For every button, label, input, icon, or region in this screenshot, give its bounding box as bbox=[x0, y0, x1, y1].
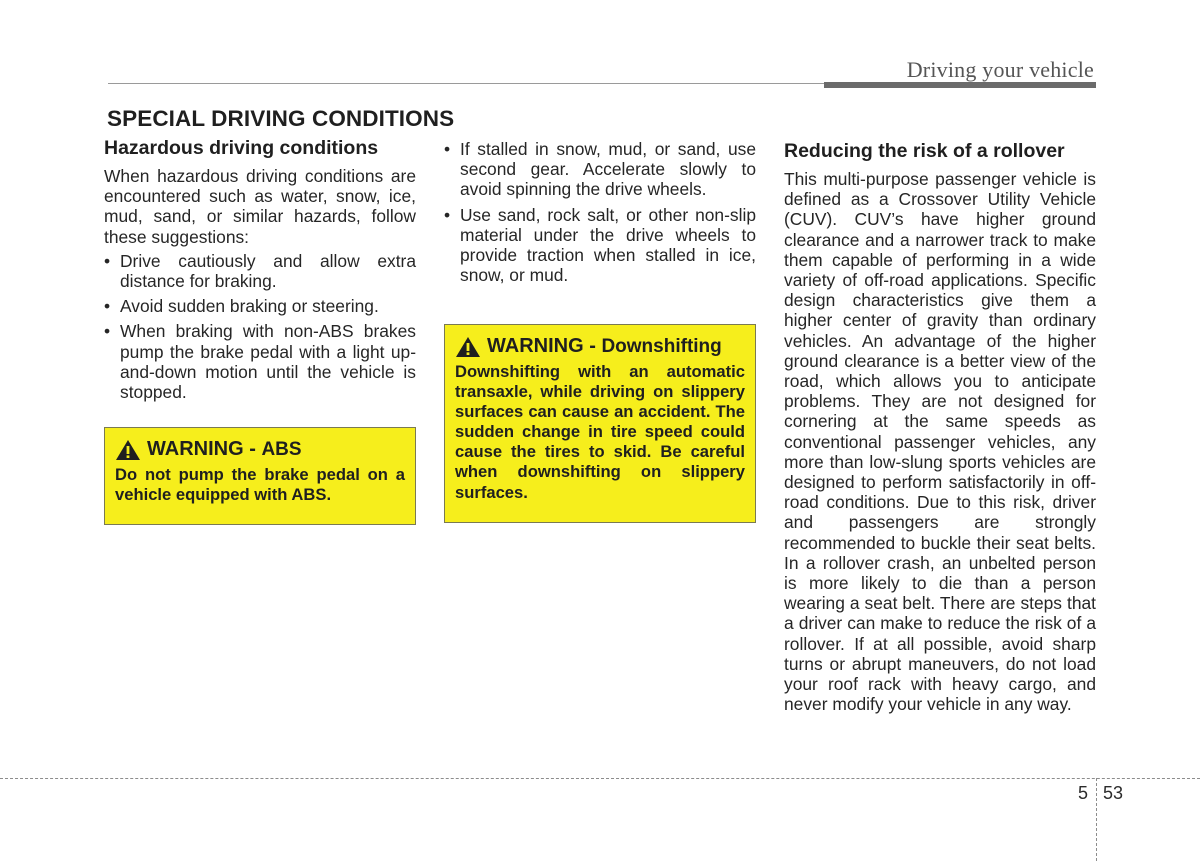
warning-header bbox=[115, 438, 405, 461]
list-item: • When braking with non-ABS brakes pump the brake pedal with a light up-and-down motion until the vehicle is stopped. bbox=[104, 321, 416, 403]
section-title: SPECIAL DRIVING CONDITIONS bbox=[107, 106, 455, 131]
warning-header bbox=[455, 335, 745, 358]
header-rule bbox=[108, 83, 824, 84]
warning-separator: - bbox=[243, 438, 262, 460]
header-rule-accent bbox=[824, 82, 1096, 88]
warning-topic: ABS bbox=[261, 438, 302, 460]
chapter-title: Driving your vehicle bbox=[906, 57, 1094, 82]
warning-triangle-icon bbox=[455, 336, 481, 358]
column-right bbox=[784, 139, 1096, 718]
bullet-icon: • bbox=[444, 139, 451, 159]
warning-topic: Downshifting bbox=[601, 335, 722, 357]
column-left bbox=[104, 136, 416, 407]
chapter-number: 5 bbox=[1078, 783, 1089, 803]
warning-triangle-icon bbox=[115, 439, 141, 461]
hazardous-heading: Hazardous driving conditions bbox=[104, 137, 379, 159]
rollover-heading: Reducing the risk of a rollover bbox=[784, 140, 1065, 162]
warning-label: WARNING bbox=[487, 335, 584, 357]
hazardous-bullet-list bbox=[104, 251, 416, 402]
column-middle bbox=[444, 139, 756, 290]
bullet-icon: • bbox=[104, 296, 111, 317]
list-item: • If stalled in snow, mud, or sand, use second gear. Accelerate slowly to avoid spinning the drive wheels. bbox=[444, 139, 756, 200]
page-number: 53 bbox=[1103, 783, 1124, 803]
warning-box-abs bbox=[104, 427, 416, 525]
warning-body: Downshifting with an automatic transaxle, while driving on slippery surfaces can cause an accident. The sudden change in tire speed could cause the tires to skid. Be careful when downshifting on slippery surfaces. bbox=[455, 362, 745, 502]
bullet-icon: • bbox=[104, 321, 111, 342]
list-item: • Use sand, rock salt, or other non-slip material under the drive wheels to provide traction when stalled in ice, snow, or mud. bbox=[444, 204, 756, 286]
column2-bullet-list bbox=[444, 139, 756, 285]
footer-divider bbox=[0, 778, 1200, 779]
bullet-icon: • bbox=[104, 250, 111, 271]
footer-page-divider bbox=[1096, 778, 1097, 861]
list-item: • Avoid sudden braking or steering. bbox=[104, 296, 379, 317]
rollover-body: This multi-purpose passenger vehicle is defined as a Crossover Utility Vehicle (CUV). CUV’s have higher ground clearance and a narrower track to make them capable of performing in a wide variety of off-road applications. Specific design characteristics give them a higher center of gravity than ordinary vehicles. An advantage of the higher ground clearance is a better view of the road, which allows you to anticipate problems. They are not designed for cornering at the same speeds as conventional passenger vehicles, any more than low-slung sports vehicles are designed to perform satisfactorily in off-road conditions. Due to this risk, driver and passengers are strongly recommended to buckle their seat belts. In a rollover crash, an unbelted person is more likely to die than a person wearing a seat belt. There are steps that a driver can make to reduce the risk of a rollover. If at all possible, avoid sharp turns or abrupt maneuvers, do not load your roof rack with heavy cargo, and never modify your vehicle in any way. bbox=[784, 169, 1096, 715]
hazardous-intro: When hazardous driving conditions are encountered such as water, snow, ice, mud, sand, or similar hazards, follow these suggestions: bbox=[104, 166, 416, 247]
warning-body: Do not pump the brake pedal on a vehicle equipped with ABS. bbox=[115, 465, 405, 505]
warning-separator: - bbox=[583, 335, 602, 357]
bullet-icon: • bbox=[444, 204, 451, 225]
warning-box-downshifting bbox=[444, 324, 756, 523]
list-item: • Drive cautiously and allow extra distance for braking. bbox=[104, 250, 416, 292]
warning-label: WARNING bbox=[147, 438, 244, 460]
